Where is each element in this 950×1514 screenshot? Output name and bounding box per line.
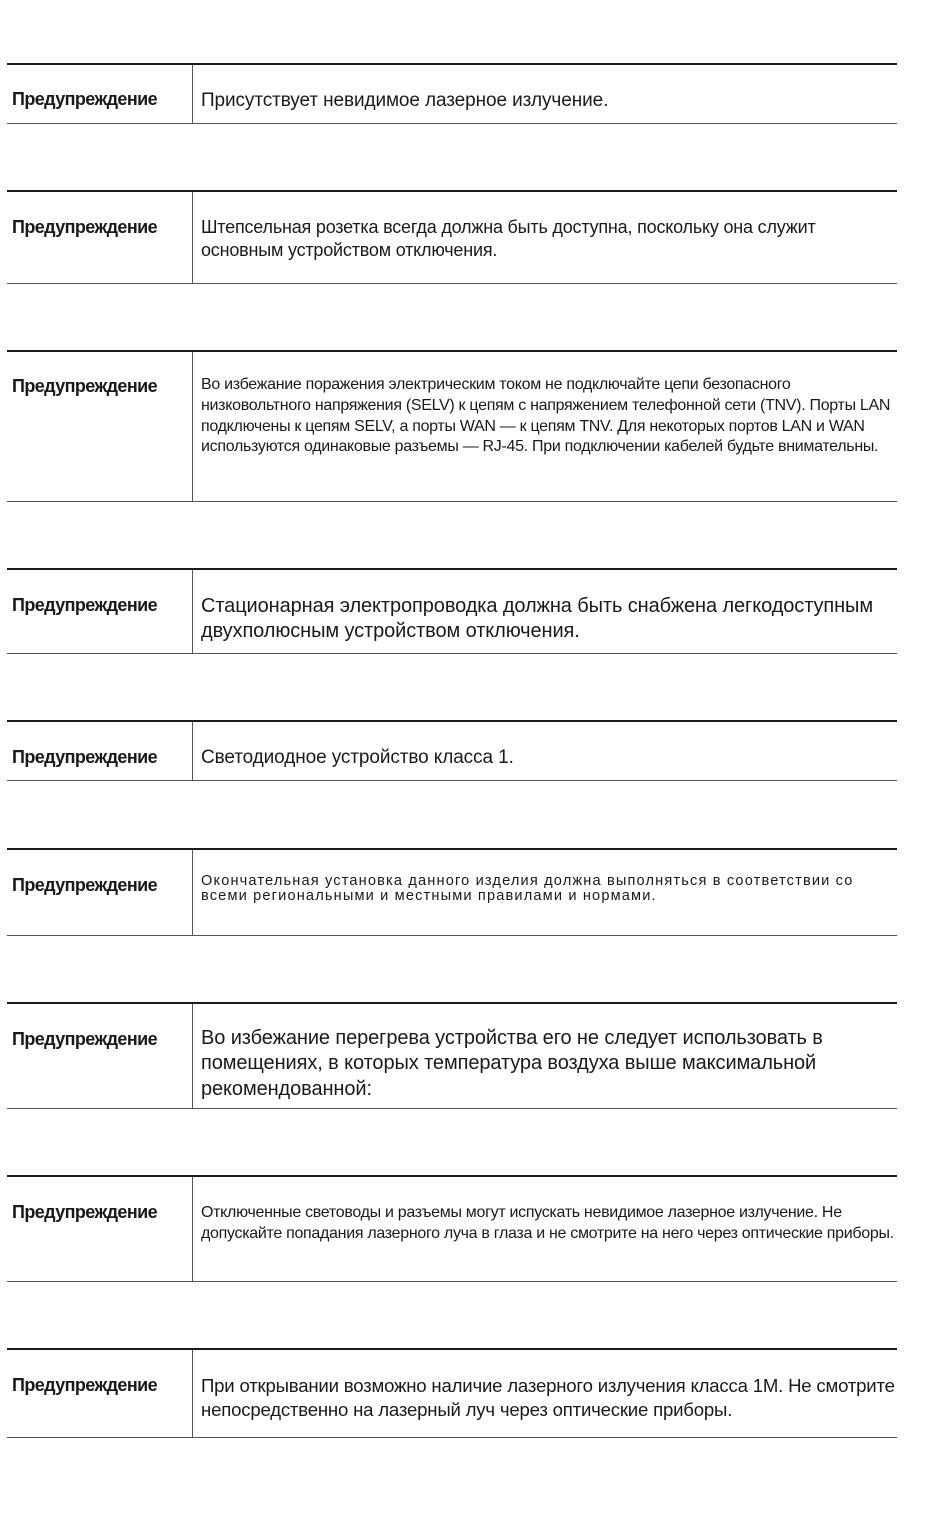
- warning-block: [7, 350, 897, 502]
- warning-text: Окончательная установка данного изделия должна выполняться в соответствии со всеми региональными и местными правилами и нормами.: [201, 873, 854, 904]
- warning-label: Предупреждение: [7, 65, 193, 123]
- warning-text: Штепсельная розетка всегда должна быть доступна, поскольку она служит основным устройством отключения.: [201, 217, 816, 261]
- warning-label: Предупреждение: [7, 850, 193, 935]
- warning-block: [7, 848, 897, 936]
- warning-block: [7, 63, 897, 124]
- warning-text: Светодиодное устройство класса 1.: [201, 747, 514, 768]
- warning-label: Предупреждение: [7, 1004, 193, 1108]
- warning-text: Отключенные световоды и разъемы могут испускать невидимое лазерное излучение. Не допускайте попадания лазерного луча в глаза и не смотрите на него через оптические приборы.: [201, 1204, 894, 1242]
- warning-text: Присутствует невидимое лазерное излучение.: [201, 90, 609, 111]
- warning-text: При открывании возможно наличие лазерного излучения класса 1М. Не смотрите непосредственно на лазерный луч через оптические приборы.: [201, 1375, 895, 1420]
- warning-label: Предупреждение: [7, 192, 193, 283]
- warning-block: [7, 1348, 897, 1438]
- warning-block: [7, 720, 897, 781]
- warning-text: Во избежание перегрева устройства его не следует использовать в помещениях, в которых температура воздуха выше максимальной рекомендованной:: [201, 1027, 823, 1100]
- warning-block: [7, 190, 897, 284]
- warning-block: [7, 1002, 897, 1109]
- warning-label: Предупреждение: [7, 1177, 193, 1281]
- warning-block: [7, 568, 897, 654]
- warning-text: Во избежание поражения электрическим током не подключайте цепи безопасного низковольтного напряжения (SELV) к цепям с напряжением телефонной сети (TNV). Порты LAN подключены к цепям SELV, а порты WAN — к цепям TNV. Для некоторых портов LAN и WAN используются одинаковые разъемы — RJ-45. При подключении кабелей будьте внимательны.: [201, 376, 891, 456]
- warning-block: [7, 1175, 897, 1282]
- warning-label: Предупреждение: [7, 570, 193, 653]
- warning-label: Предупреждение: [7, 352, 193, 501]
- warning-label: Предупреждение: [7, 722, 193, 780]
- warning-text: Стационарная электропроводка должна быть снабжена легкодоступным двухполюсным устройством отключения.: [201, 595, 873, 643]
- warning-label: Предупреждение: [7, 1350, 193, 1437]
